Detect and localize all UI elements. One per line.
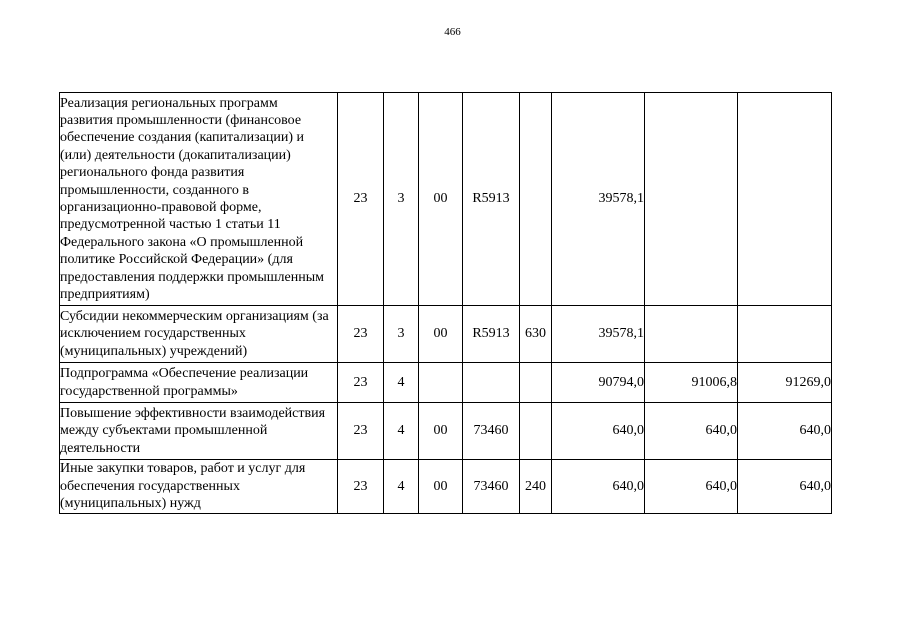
description-cell: Иные закупки товаров, работ и услуг для обеспечения государственных (муниципальных) нужд	[60, 460, 338, 514]
code-cell: 3	[384, 93, 419, 306]
budget-table	[59, 92, 832, 514]
code-cell	[520, 93, 552, 306]
amount-cell	[645, 93, 738, 306]
table-row	[60, 306, 832, 363]
code-cell: 23	[338, 460, 384, 514]
description-cell: Субсидии некоммерческим организациям (за исключением государственных (муниципальных) учреждений)	[60, 306, 338, 363]
amount-cell	[738, 93, 832, 306]
page-number: 466	[444, 26, 461, 38]
code-cell: 00	[419, 306, 463, 363]
code-cell: 4	[384, 460, 419, 514]
code-cell: R5913	[463, 306, 520, 363]
code-cell: 23	[338, 93, 384, 306]
table-row	[60, 403, 832, 460]
code-cell: 00	[419, 403, 463, 460]
amount-cell: 640,0	[738, 460, 832, 514]
code-cell: 23	[338, 363, 384, 403]
code-cell: 73460	[463, 460, 520, 514]
amount-cell: 640,0	[552, 403, 645, 460]
code-cell: 73460	[463, 403, 520, 460]
code-cell	[520, 363, 552, 403]
amount-cell	[645, 306, 738, 363]
description-cell: Повышение эффективности взаимодействия между субъектами промышленной деятельности	[60, 403, 338, 460]
description-cell: Реализация региональных программ развития промышленности (финансовое обеспечение создания (капитализации) и (или) деятельности (докапитализации) регионального фонда развития промышленности, созданного в организационно-правовой форме, предусмотренной частью 1 статьи 11 Федерального закона «О промышленной политике Российской Федерации» (для предоставления поддержки промышленным предприятиям)	[60, 93, 338, 306]
code-cell: 00	[419, 93, 463, 306]
code-cell: 23	[338, 306, 384, 363]
table-row	[60, 363, 832, 403]
code-cell	[419, 363, 463, 403]
amount-cell: 640,0	[552, 460, 645, 514]
amount-cell: 640,0	[645, 460, 738, 514]
code-cell: 4	[384, 363, 419, 403]
description-cell: Подпрограмма «Обеспечение реализации государственной программы»	[60, 363, 338, 403]
amount-cell: 39578,1	[552, 93, 645, 306]
amount-cell: 91269,0	[738, 363, 832, 403]
amount-cell: 90794,0	[552, 363, 645, 403]
code-cell: 00	[419, 460, 463, 514]
amount-cell: 39578,1	[552, 306, 645, 363]
amount-cell: 640,0	[645, 403, 738, 460]
amount-cell: 91006,8	[645, 363, 738, 403]
code-cell	[520, 403, 552, 460]
code-cell: 630	[520, 306, 552, 363]
code-cell: R5913	[463, 93, 520, 306]
code-cell: 3	[384, 306, 419, 363]
amount-cell: 640,0	[738, 403, 832, 460]
code-cell	[463, 363, 520, 403]
table-row	[60, 93, 832, 306]
code-cell: 4	[384, 403, 419, 460]
code-cell: 240	[520, 460, 552, 514]
table-row	[60, 460, 832, 514]
amount-cell	[738, 306, 832, 363]
code-cell: 23	[338, 403, 384, 460]
